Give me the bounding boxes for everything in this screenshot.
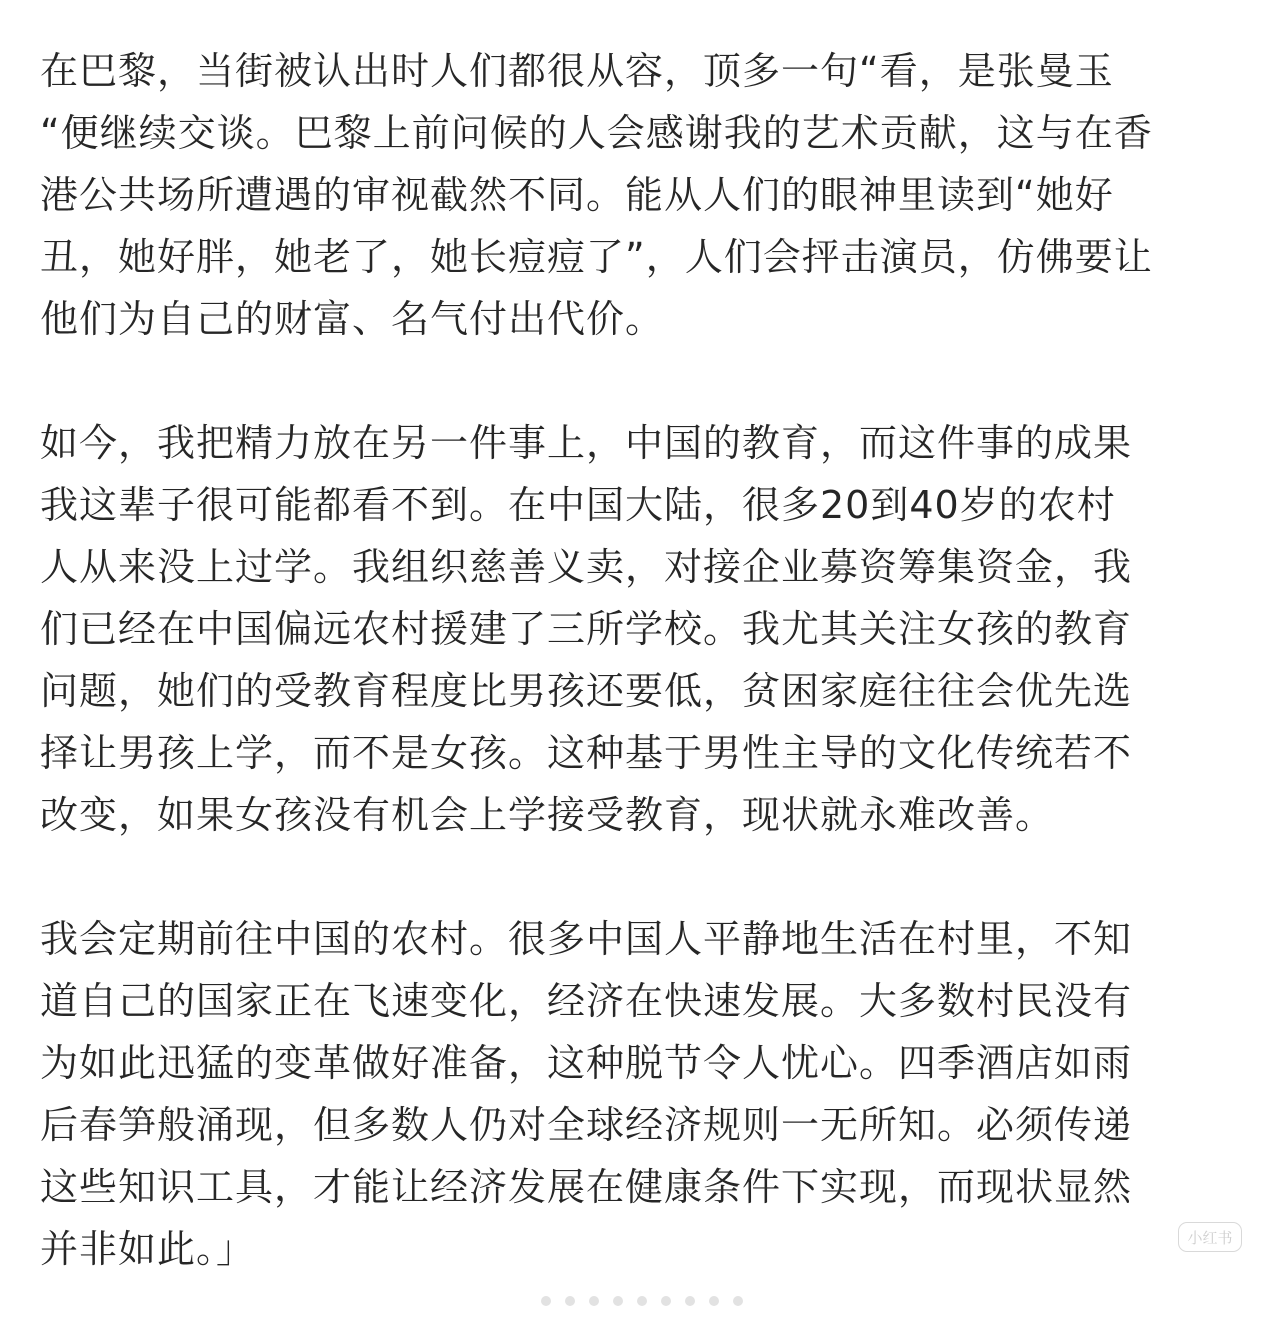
text-line: 择让男孩上学，而不是女孩。这种基于男性主导的文化传统若不: [40, 731, 1133, 775]
page-indicator: [0, 1296, 1284, 1306]
page-dot[interactable]: [733, 1296, 743, 1306]
paragraph-1: [40, 40, 1244, 350]
page-dot[interactable]: [685, 1296, 695, 1306]
text-line: 如今，我把精力放在另一件事上，中国的教育，而这件事的成果: [40, 421, 1133, 465]
paragraph-3: [40, 908, 1244, 1280]
text-line: 问题，她们的受教育程度比男孩还要低，贫困家庭往往会优先选: [40, 669, 1133, 713]
article-body: [40, 40, 1244, 1280]
text-line: 道自己的国家正在飞速变化，经济在快速发展。大多数村民没有: [40, 979, 1133, 1023]
page-dot[interactable]: [637, 1296, 647, 1306]
text-line: 人从来没上过学。我组织慈善义卖，对接企业募资筹集资金，我: [40, 545, 1133, 589]
text-line: 港公共场所遭遇的审视截然不同。能从人们的眼神里读到“她好: [40, 173, 1114, 217]
page-dot[interactable]: [565, 1296, 575, 1306]
text-line: 我这辈子很可能都看不到。在中国大陆，很多20到40岁的农村: [40, 483, 1116, 527]
page-dot[interactable]: [541, 1296, 551, 1306]
page-dot[interactable]: [661, 1296, 671, 1306]
watermark-logo: 小红书: [1178, 1222, 1242, 1252]
text-line: 在巴黎，当街被认出时人们都很从容，顶多一句“看，是张曼玉: [40, 49, 1114, 93]
text-line: 丑，她好胖，她老了，她长痘痘了”，人们会抨击演员，仿佛要让: [40, 235, 1153, 279]
text-line: 为如此迅猛的变革做好准备，这种脱节令人忧心。四季酒店如雨: [40, 1041, 1133, 1085]
text-line: 改变，如果女孩没有机会上学接受教育，现状就永难改善。: [40, 793, 1055, 837]
text-line: 他们为自己的财富、名气付出代价。: [40, 297, 665, 341]
text-line: “便继续交谈。巴黎上前问候的人会感谢我的艺术贡献，这与在香: [40, 111, 1153, 155]
page-dot[interactable]: [709, 1296, 719, 1306]
text-line: 后春笋般涌现，但多数人仍对全球经济规则一无所知。必须传递: [40, 1103, 1133, 1147]
page-dot[interactable]: [589, 1296, 599, 1306]
text-line: 这些知识工具，才能让经济发展在健康条件下实现，而现状显然: [40, 1165, 1133, 1209]
paragraph-2: [40, 412, 1244, 846]
text-line: 我会定期前往中国的农村。很多中国人平静地生活在村里，不知: [40, 917, 1133, 961]
text-line: 并非如此。」: [40, 1227, 256, 1271]
page-dot[interactable]: [613, 1296, 623, 1306]
text-line: 们已经在中国偏远农村援建了三所学校。我尤其关注女孩的教育: [40, 607, 1133, 651]
